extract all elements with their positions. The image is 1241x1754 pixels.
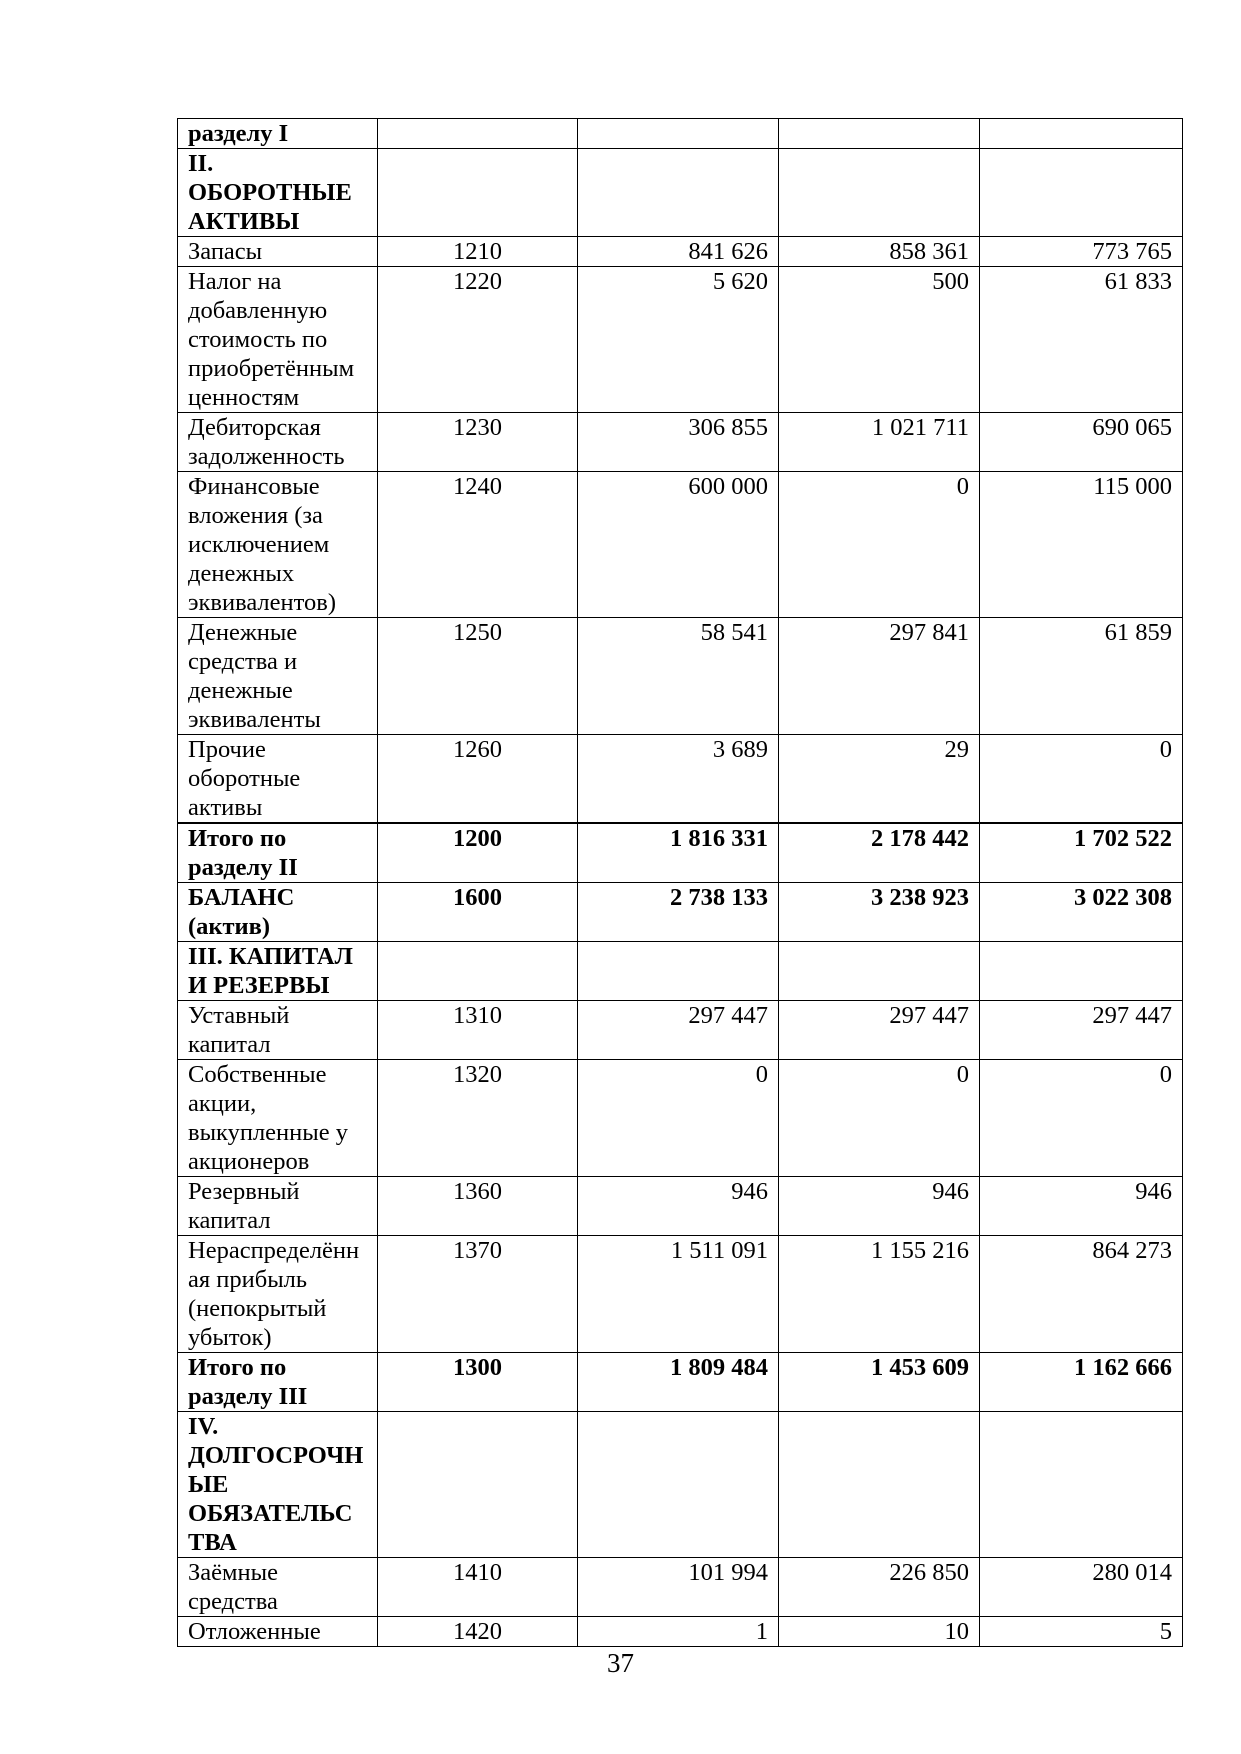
row-value-cell-1 xyxy=(578,119,779,149)
row-code-cell xyxy=(378,942,578,1001)
row-value-cell-1: 5 620 xyxy=(578,267,779,413)
table-row xyxy=(178,149,1183,237)
row-value-cell-2: 297 447 xyxy=(779,1001,980,1060)
table-row xyxy=(178,1236,1183,1353)
row-code-cell: 1370 xyxy=(378,1236,578,1353)
table-row xyxy=(178,1412,1183,1558)
table-row xyxy=(178,1060,1183,1177)
row-name-cell: Отложенные xyxy=(178,1617,378,1647)
row-value-cell-3: 1 162 666 xyxy=(980,1353,1183,1412)
row-code-cell: 1600 xyxy=(378,883,578,942)
row-name-cell: Запасы xyxy=(178,237,378,267)
row-value-cell-3: 0 xyxy=(980,1060,1183,1177)
row-code-cell: 1240 xyxy=(378,472,578,618)
row-code-cell xyxy=(378,1412,578,1558)
row-value-cell-2: 2 178 442 xyxy=(779,823,980,883)
row-code-cell xyxy=(378,149,578,237)
row-code-cell: 1360 xyxy=(378,1177,578,1236)
row-value-cell-3 xyxy=(980,942,1183,1001)
row-name-cell: Уставный капитал xyxy=(178,1001,378,1060)
row-value-cell-3: 0 xyxy=(980,735,1183,824)
row-name-cell: Собственные акции, выкупленные у акционеров xyxy=(178,1060,378,1177)
row-name-cell: Итого по разделу II xyxy=(178,823,378,883)
row-value-cell-2: 1 155 216 xyxy=(779,1236,980,1353)
row-value-cell-1: 1 xyxy=(578,1617,779,1647)
table-row xyxy=(178,823,1183,883)
row-value-cell-2: 297 841 xyxy=(779,618,980,735)
row-value-cell-3: 773 765 xyxy=(980,237,1183,267)
table-row xyxy=(178,413,1183,472)
row-name-cell: Резервный капитал xyxy=(178,1177,378,1236)
row-value-cell-2: 10 xyxy=(779,1617,980,1647)
table-row xyxy=(178,735,1183,824)
row-value-cell-2: 500 xyxy=(779,267,980,413)
row-value-cell-2 xyxy=(779,942,980,1001)
row-code-cell: 1200 xyxy=(378,823,578,883)
row-value-cell-2: 226 850 xyxy=(779,1558,980,1617)
row-code-cell: 1220 xyxy=(378,267,578,413)
row-value-cell-3: 864 273 xyxy=(980,1236,1183,1353)
table-row xyxy=(178,1177,1183,1236)
row-name-cell: Финансовые вложения (за исключением денежных эквивалентов) xyxy=(178,472,378,618)
row-value-cell-3: 61 833 xyxy=(980,267,1183,413)
row-value-cell-2 xyxy=(779,1412,980,1558)
row-value-cell-2: 858 361 xyxy=(779,237,980,267)
row-name-cell: Налог на добавленную стоимость по приобретённым ценностям xyxy=(178,267,378,413)
row-value-cell-1: 58 541 xyxy=(578,618,779,735)
row-value-cell-3 xyxy=(980,119,1183,149)
row-value-cell-1: 2 738 133 xyxy=(578,883,779,942)
row-code-cell: 1320 xyxy=(378,1060,578,1177)
row-value-cell-3: 946 xyxy=(980,1177,1183,1236)
row-value-cell-3: 3 022 308 xyxy=(980,883,1183,942)
page-number: 37 xyxy=(607,1648,634,1678)
row-value-cell-2: 1 021 711 xyxy=(779,413,980,472)
row-value-cell-3: 280 014 xyxy=(980,1558,1183,1617)
row-value-cell-1: 1 809 484 xyxy=(578,1353,779,1412)
row-value-cell-1: 297 447 xyxy=(578,1001,779,1060)
row-value-cell-1: 1 816 331 xyxy=(578,823,779,883)
table-row xyxy=(178,472,1183,618)
row-value-cell-1 xyxy=(578,149,779,237)
table-row xyxy=(178,883,1183,942)
row-code-cell: 1420 xyxy=(378,1617,578,1647)
row-value-cell-1: 3 689 xyxy=(578,735,779,824)
row-value-cell-2: 0 xyxy=(779,1060,980,1177)
row-code-cell: 1210 xyxy=(378,237,578,267)
row-value-cell-3: 1 702 522 xyxy=(980,823,1183,883)
row-value-cell-1: 101 994 xyxy=(578,1558,779,1617)
row-value-cell-2: 3 238 923 xyxy=(779,883,980,942)
table-row xyxy=(178,237,1183,267)
row-value-cell-3: 5 xyxy=(980,1617,1183,1647)
row-value-cell-3 xyxy=(980,1412,1183,1558)
row-value-cell-1 xyxy=(578,942,779,1001)
row-name-cell: Итого по разделу III xyxy=(178,1353,378,1412)
row-name-cell: разделу I xyxy=(178,119,378,149)
row-value-cell-2 xyxy=(779,119,980,149)
section-heading-cell: IV. ДОЛГОСРОЧНЫЕ ОБЯЗАТЕЛЬСТВА xyxy=(178,1412,378,1558)
row-value-cell-3: 297 447 xyxy=(980,1001,1183,1060)
row-value-cell-1: 1 511 091 xyxy=(578,1236,779,1353)
row-value-cell-2 xyxy=(779,149,980,237)
table-row xyxy=(178,1558,1183,1617)
row-code-cell xyxy=(378,119,578,149)
table-row xyxy=(178,1001,1183,1060)
row-value-cell-1: 306 855 xyxy=(578,413,779,472)
row-value-cell-1: 0 xyxy=(578,1060,779,1177)
table-row xyxy=(178,267,1183,413)
row-code-cell: 1410 xyxy=(378,1558,578,1617)
table-row xyxy=(178,119,1183,149)
row-code-cell: 1250 xyxy=(378,618,578,735)
row-value-cell-3: 61 859 xyxy=(980,618,1183,735)
balance-sheet-body xyxy=(178,119,1183,1647)
section-heading-cell: III. КАПИТАЛ И РЕЗЕРВЫ xyxy=(178,942,378,1001)
row-code-cell: 1310 xyxy=(378,1001,578,1060)
row-value-cell-2: 0 xyxy=(779,472,980,618)
row-value-cell-2: 946 xyxy=(779,1177,980,1236)
table-row xyxy=(178,1353,1183,1412)
row-name-cell: Заёмные средства xyxy=(178,1558,378,1617)
row-value-cell-3: 690 065 xyxy=(980,413,1183,472)
row-value-cell-3: 115 000 xyxy=(980,472,1183,618)
table-row xyxy=(178,942,1183,1001)
balance-sheet-table xyxy=(177,118,1183,1647)
row-name-cell: Дебиторская задолженность xyxy=(178,413,378,472)
row-value-cell-3 xyxy=(980,149,1183,237)
row-code-cell: 1230 xyxy=(378,413,578,472)
row-value-cell-2: 29 xyxy=(779,735,980,824)
row-name-cell: БАЛАНС (актив) xyxy=(178,883,378,942)
row-name-cell: Денежные средства и денежные эквиваленты xyxy=(178,618,378,735)
row-code-cell: 1300 xyxy=(378,1353,578,1412)
row-name-cell: Нераспределённая прибыль (непокрытый убыток) xyxy=(178,1236,378,1353)
table-row xyxy=(178,618,1183,735)
row-value-cell-2: 1 453 609 xyxy=(779,1353,980,1412)
section-heading-cell: II. ОБОРОТНЫЕ АКТИВЫ xyxy=(178,149,378,237)
row-name-cell: Прочие оборотные активы xyxy=(178,735,378,824)
table-row xyxy=(178,1617,1183,1647)
row-value-cell-1 xyxy=(578,1412,779,1558)
row-value-cell-1: 841 626 xyxy=(578,237,779,267)
row-value-cell-1: 600 000 xyxy=(578,472,779,618)
row-value-cell-1: 946 xyxy=(578,1177,779,1236)
row-code-cell: 1260 xyxy=(378,735,578,824)
